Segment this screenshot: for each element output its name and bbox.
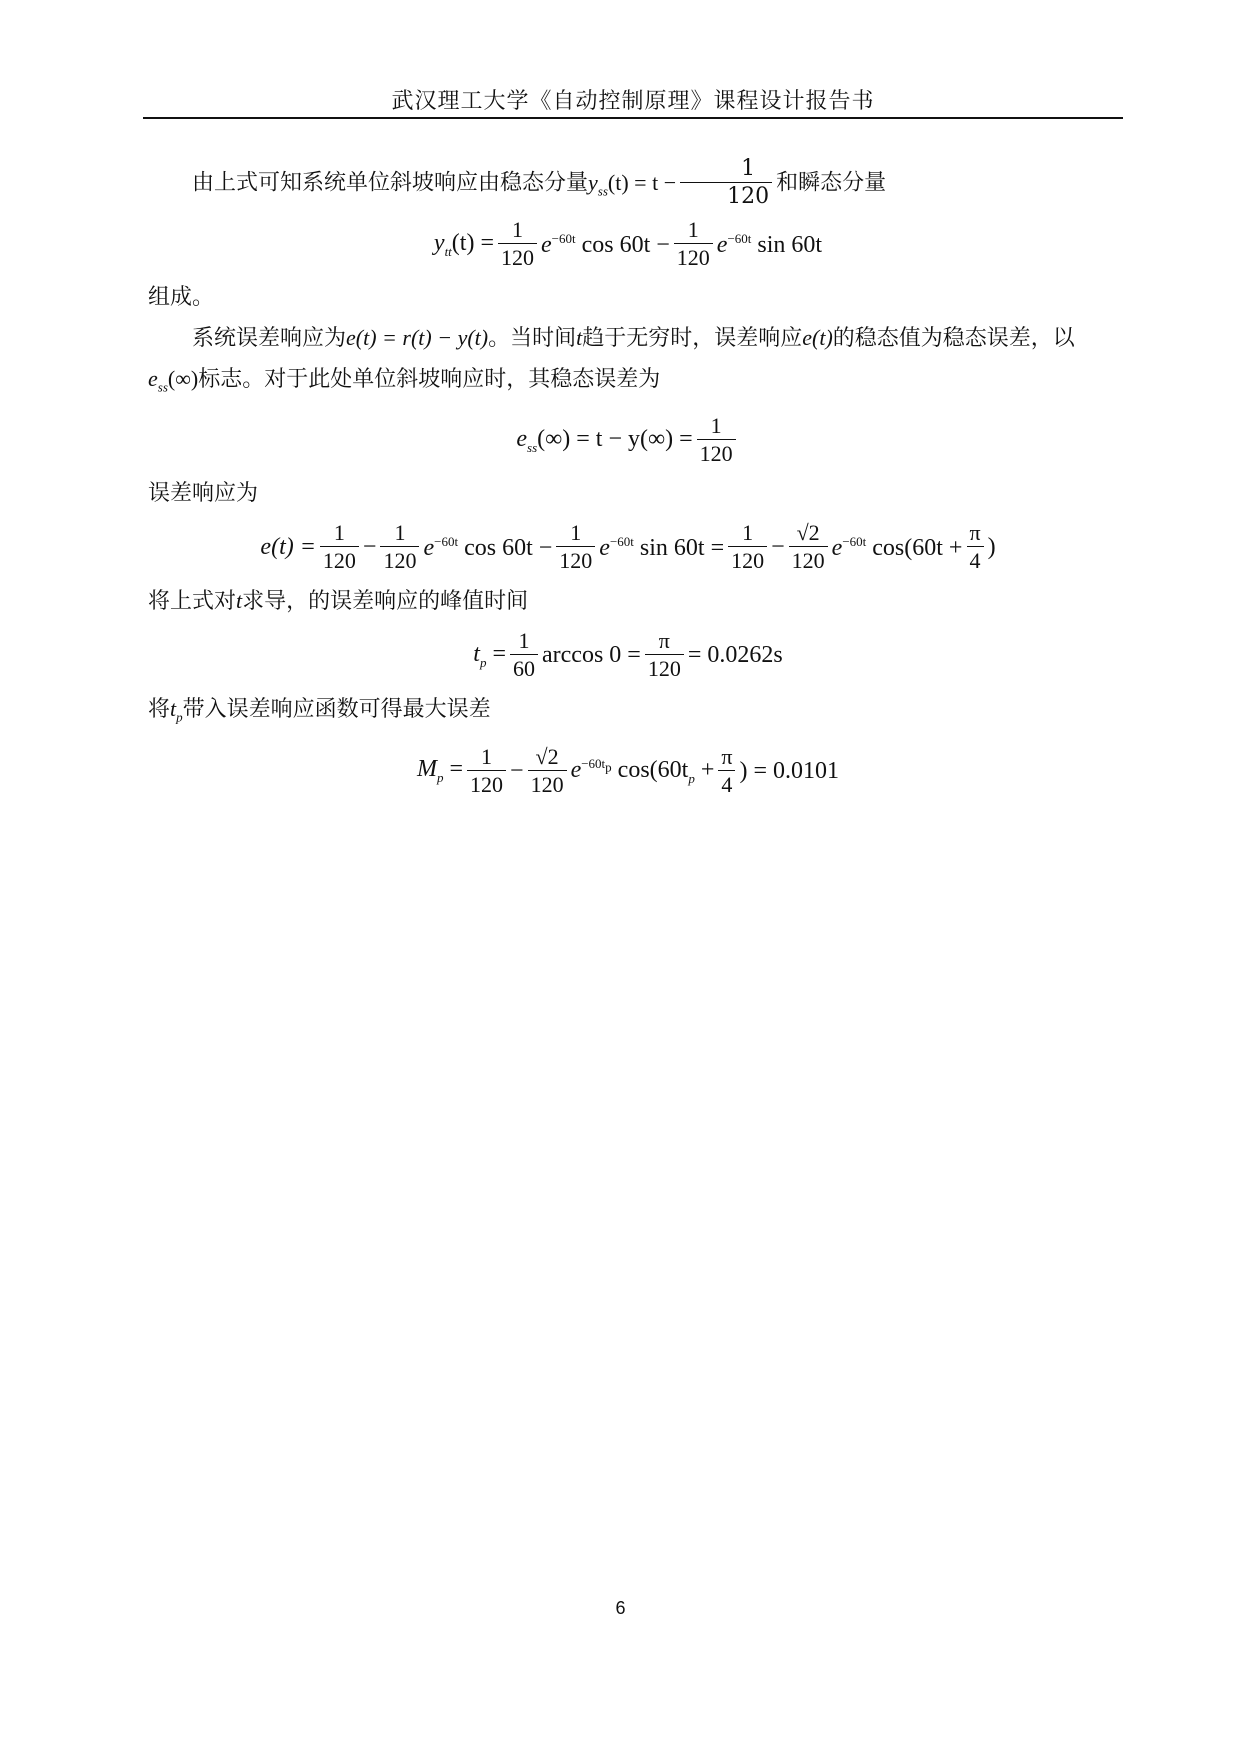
paragraph-error-response: 系统误差响应为e(t) = r(t) − y(t)。当时间t趋于无穷时，误差响应e(t)的稳态值为稳态误差，以$e_{ss}(\infty)$标志。对于此处单位斜坡响应时，其稳态误差为 <box>148 325 1075 395</box>
header-divider <box>143 117 1123 119</box>
equation-transient-component: $y_{tt}(t)$ = $\frac{1}{120}$ $e^{-60t}$ cos 60t − $\frac{1}{120}$ $e^{-60t}$ sin 60t <box>433 217 823 270</box>
math-yss: $y_{ss}(t) = t$ − <box>588 169 677 198</box>
fraction: $\frac{1}{120}$ <box>680 156 772 211</box>
equation-steady-state-error: $e_{ss}(\infty) = t - y(\infty)$ = $\frac{1}{120}$ <box>148 413 1108 468</box>
text: 由上式可知系统单位斜坡响应由稳态分量 <box>192 170 589 196</box>
text: 和瞬态分量 <box>776 170 887 196</box>
document-body <box>148 150 1108 805</box>
paragraph-composition: 组成。 <box>148 285 215 310</box>
equation-peak-time: $t_p$ = $\frac{1}{60}$ arccos 0 = $\frac{\pi}{120}$ = 0.0262s <box>473 628 783 682</box>
page-header-title: 武汉理工大学《自动控制原理》课程设计报告书 <box>391 89 875 114</box>
equation-max-error: $M_p$ = $\frac{1}{120}$ − $\frac{√2}{120}$ $e^{-60t_p}$ $\cos(60t_p$ + $\frac{\pi}{4}$ ) = 0.0101 <box>416 743 840 797</box>
page-number: 6 <box>615 1598 626 1618</box>
paragraph-derivative: 将上式对t求导，的误差响应的峰值时间 <box>148 588 529 615</box>
equation-error-response: e(t) = $\frac{1}{120}$ − $\frac{1}{120}$ $e^{-60t}$ cos 60t − $\frac{1}{120}$ $e^{-60t}$ sin 60t = $\frac{1}{120}$ − $\frac{√2}{120}$ $e^{-60t}$ cos(60t + $\frac{\pi}{4}$ ) <box>260 520 996 574</box>
paragraph-steady-component <box>148 156 1108 211</box>
paragraph-error-response-label: 误差响应为 <box>148 481 259 507</box>
paragraph-max-error: 将$t_p$带入误差响应函数可得最大误差 <box>148 696 491 725</box>
